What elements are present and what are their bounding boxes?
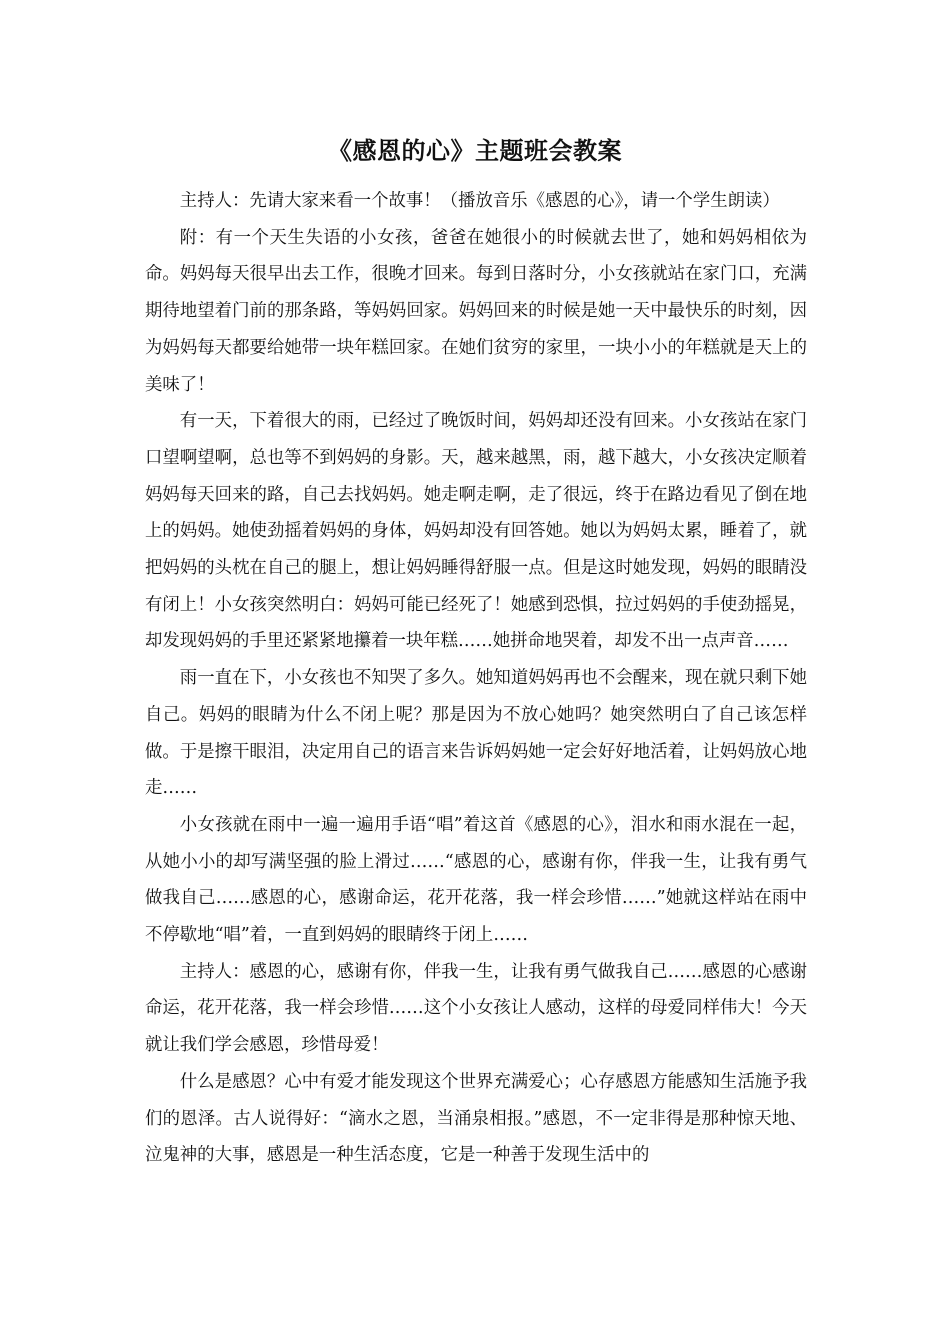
paragraph-story-sign-song: 小女孩就在雨中一遍一遍用手语“唱”着这首《感恩的心》，泪水和雨水混在一起，从她小小的却写满坚强的脸上滑过……“感恩的心，感谢有你，伴我一生，让我有勇气做我自己……感恩的心，感谢命运，花开花落，我一样会珍惜……”她就这样站在雨中不停歇地“唱”着，一直到妈妈的眼睛终于闭上…… — [145, 814, 807, 946]
paragraph-story-rainy-day: 有一天，下着很大的雨，已经过了晚饭时间，妈妈却还没有回来。小女孩站在家门口望啊望啊，总也等不到妈妈的身影。天，越来越黑，雨，越下越大，小女孩决定顺着妈妈每天回来的路，自己去找妈妈。她走啊走啊，走了很远，终于在路边看见了倒在地上的妈妈。她使劲摇着妈妈的身体，妈妈却没有回答她。她以为妈妈太累，睡着了，就把妈妈的头枕在自己的腿上，想让妈妈睡得舒服一点。但是这时她发现，妈妈的眼睛没有闭上！小女孩突然明白：妈妈可能已经死了！她感到恐惧，拉过妈妈的手使劲摇晃，却发现妈妈的手里还紧紧地攥着一块年糕……她拼命地哭着，却发不出一点声音…… — [145, 411, 807, 652]
paragraph-host-reflection: 主持人：感恩的心，感谢有你，伴我一生，让我有勇气做我自己……感恩的心感谢命运，花开花落，我一样会珍惜……这个小女孩让人感动，这样的母爱同样伟大！今天就让我们学会感恩，珍惜母爱！ — [145, 961, 807, 1056]
paragraph-story-decision: 雨一直在下，小女孩也不知哭了多久。她知道妈妈再也不会醒来，现在就只剩下她自己。妈妈的眼睛为什么不闭上呢？那是因为不放心她吗？她突然明白了自己该怎样做。于是擦干眼泪，决定用自己的语言来告诉妈妈她一定会好好地活着，让妈妈放心地走…… — [145, 668, 807, 799]
paragraph-story-opening: 附：有一个天生失语的小女孩，爸爸在她很小的时候就去世了，她和妈妈相依为命。妈妈每天很早出去工作，很晚才回来。每到日落时分，小女孩就站在家门口，充满期待地望着门前的那条路，等妈妈回家。妈妈回来的时候是她一天中最快乐的时刻，因为妈妈每天都要给她带一块年糕回家。在她们贫穷的家里，一块小小的年糕就是天上的美味了！ — [145, 227, 807, 395]
document-body — [145, 183, 807, 1174]
document-title: 《感恩的心》主题班会教案 — [328, 137, 622, 165]
paragraph-what-is-gratitude: 什么是感恩？心中有爱才能发现这个世界充满爱心；心存感恩方能感知生活施予我们的恩泽。古人说得好：“滴水之恩，当涌泉相报。”感恩，不一定非得是那种惊天地、泣鬼神的大事，感恩是一种生活态度，它是一种善于发现生活中的 — [145, 1071, 807, 1166]
paragraph-host-intro: 主持人：先请大家来看一个故事！（播放音乐《感恩的心》，请一个学生朗读） — [179, 191, 780, 211]
